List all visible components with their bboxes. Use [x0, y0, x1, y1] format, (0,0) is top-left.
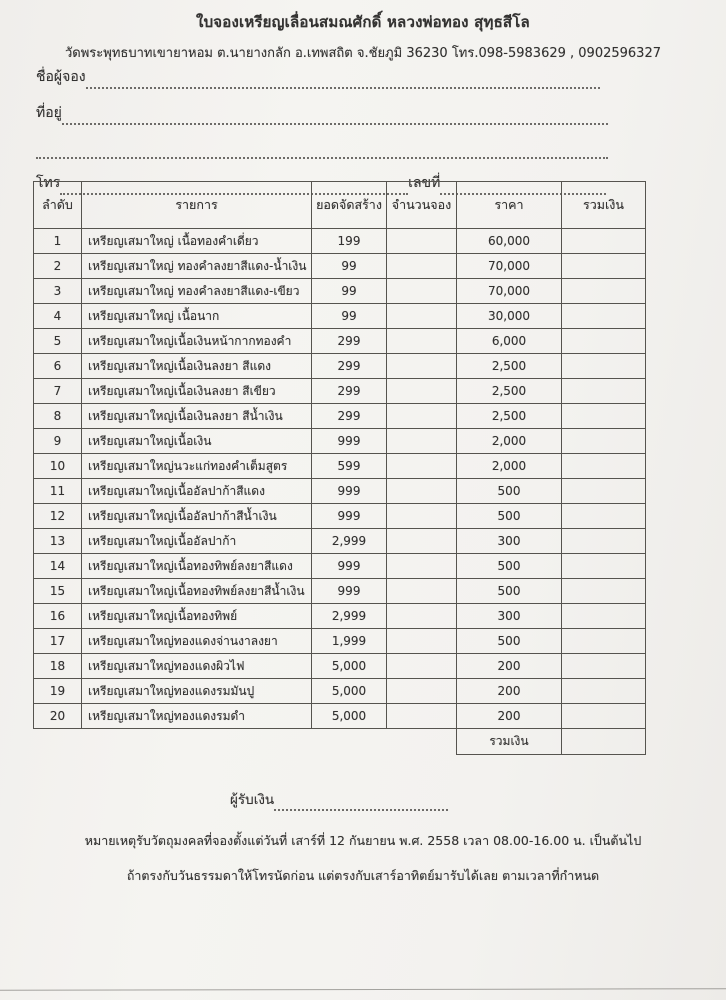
reserved-qty	[387, 704, 457, 729]
col-header-index: ลำดับ	[34, 182, 82, 229]
address-label: ที่อยู่	[36, 105, 62, 121]
made-count: 999	[312, 579, 387, 604]
row-total	[562, 529, 646, 554]
reserved-qty	[387, 554, 457, 579]
document-header	[0, 10, 726, 63]
price: 500	[457, 504, 562, 529]
made-count: 2,999	[312, 529, 387, 554]
table-row	[34, 704, 646, 729]
price: 6,000	[457, 329, 562, 354]
made-count: 5,000	[312, 654, 387, 679]
row-total	[562, 254, 646, 279]
item-name: เหรียญเสมาใหญ่ ทองคำลงยาสีแดง-เขียว	[82, 279, 312, 304]
scan-edge-artifact	[0, 988, 726, 991]
reserved-qty	[387, 354, 457, 379]
item-name: เหรียญเสมาใหญ่ทองแดงจ่านงาลงยา	[82, 629, 312, 654]
row-total	[562, 379, 646, 404]
col-header-made: ยอดจัดสร้าง	[312, 182, 387, 229]
col-header-total: รวมเงิน	[562, 182, 646, 229]
col-header-price: ราคา	[457, 182, 562, 229]
row-number: 1	[34, 229, 82, 254]
row-number: 20	[34, 704, 82, 729]
table-row	[34, 679, 646, 704]
receiver-blank-line	[274, 796, 448, 811]
row-number: 14	[34, 554, 82, 579]
row-number: 4	[34, 304, 82, 329]
row-number: 9	[34, 429, 82, 454]
item-name: เหรียญเสมาใหญ่เนื้ออัลปาก้า	[82, 529, 312, 554]
row-number: 18	[34, 654, 82, 679]
item-name: เหรียญเสมาใหญ่ทองแดงรมดำ	[82, 704, 312, 729]
table-row	[34, 279, 646, 304]
price: 500	[457, 629, 562, 654]
weekday-note: ถ้าตรงกับวันธรรมดาให้โทรนัดก่อน แต่ตรงกับเสาร์อาทิตย์มารับได้เลย ตามเวลาที่กำหนด	[126, 868, 600, 883]
reserved-qty	[387, 654, 457, 679]
reserved-qty	[387, 529, 457, 554]
item-name: เหรียญเสมาใหญ่เนื้อทองทิพย์ลงยาสีน้ำเงิน	[82, 579, 312, 604]
table-footer	[34, 729, 646, 755]
page-title: ใบจองเหรียญเลื่อนสมณศักดิ์ หลวงพ่อทอง สุทฺธสีโล	[196, 13, 530, 31]
row-total	[562, 429, 646, 454]
table-row	[34, 504, 646, 529]
made-count: 2,999	[312, 604, 387, 629]
row-total	[562, 229, 646, 254]
table-row	[34, 229, 646, 254]
field-address-continued	[36, 144, 608, 159]
row-total	[562, 554, 646, 579]
pickup-note: หมายเหตุรับวัตถุมงคลที่จองตั้งแต่วันที่ เสาร์ที่ 12 กันยายน พ.ศ. 2558 เวลา 08.00-16.00 น. เป็นต้นไป	[84, 833, 642, 848]
col-header-item: รายการ	[82, 182, 312, 229]
reservation-form-fields	[36, 66, 608, 195]
item-name: เหรียญเสมาใหญ่เนื้ออัลปาก้าสีน้ำเงิน	[82, 504, 312, 529]
price: 70,000	[457, 279, 562, 304]
reserved-qty	[387, 329, 457, 354]
table-row	[34, 404, 646, 429]
reserved-qty	[387, 504, 457, 529]
made-count: 99	[312, 279, 387, 304]
price: 500	[457, 554, 562, 579]
made-count: 999	[312, 429, 387, 454]
made-count: 299	[312, 329, 387, 354]
item-name: เหรียญเสมาใหญ่เนื้อทองทิพย์	[82, 604, 312, 629]
item-name: เหรียญเสมาใหญ่เนื้อเงิน	[82, 429, 312, 454]
row-total	[562, 629, 646, 654]
grand-total-spacer	[34, 729, 457, 755]
made-count: 999	[312, 554, 387, 579]
row-total	[562, 654, 646, 679]
table-row	[34, 454, 646, 479]
field-address	[36, 102, 608, 125]
made-count: 5,000	[312, 679, 387, 704]
reserved-qty	[387, 679, 457, 704]
grand-total-row	[34, 729, 646, 755]
item-name: เหรียญเสมาใหญ่เนื้อเงินหน้ากากทองคำ	[82, 329, 312, 354]
price: 2,000	[457, 429, 562, 454]
price: 300	[457, 604, 562, 629]
row-total	[562, 279, 646, 304]
row-total	[562, 479, 646, 504]
table-row	[34, 254, 646, 279]
table-row	[34, 629, 646, 654]
grand-total-value	[562, 729, 646, 755]
made-count: 599	[312, 454, 387, 479]
price: 300	[457, 529, 562, 554]
row-number: 17	[34, 629, 82, 654]
made-count: 199	[312, 229, 387, 254]
item-name: เหรียญเสมาใหญ่ทองแดงรมมันปู	[82, 679, 312, 704]
temple-address-line: วัดพระพุทธบาทเขายาหอม ต.นายางกลัก อ.เทพสถิต จ.ชัยภูมิ 36230 โทร.098-5983629 , 0902596327	[65, 46, 661, 61]
table-row	[34, 429, 646, 454]
reserved-qty	[387, 229, 457, 254]
row-total	[562, 354, 646, 379]
made-count: 299	[312, 379, 387, 404]
reserver-name-label: ชื่อผู้จอง	[36, 69, 86, 85]
reserved-qty	[387, 479, 457, 504]
price: 60,000	[457, 229, 562, 254]
price: 2,500	[457, 404, 562, 429]
row-number: 15	[34, 579, 82, 604]
reserved-qty	[387, 279, 457, 304]
price: 500	[457, 479, 562, 504]
row-total	[562, 704, 646, 729]
table-header-row	[34, 182, 646, 229]
table-row	[34, 604, 646, 629]
row-total	[562, 454, 646, 479]
item-name: เหรียญเสมาใหญ่เนื้อเงินลงยา สีเขียว	[82, 379, 312, 404]
reserved-qty	[387, 429, 457, 454]
table-body	[34, 229, 646, 729]
item-name: เหรียญเสมาใหญ่เนื้ออัลปาก้าสีแดง	[82, 479, 312, 504]
reserved-qty	[387, 304, 457, 329]
row-total	[562, 604, 646, 629]
item-name: เหรียญเสมาใหญ่ทองแดงผิวไฟ	[82, 654, 312, 679]
made-count: 999	[312, 504, 387, 529]
row-number: 3	[34, 279, 82, 304]
table-row	[34, 554, 646, 579]
item-name: เหรียญเสมาใหญ่เนื้อทองทิพย์ลงยาสีแดง	[82, 554, 312, 579]
receiver-label: ผู้รับเงิน	[230, 792, 275, 808]
price: 70,000	[457, 254, 562, 279]
row-number: 8	[34, 404, 82, 429]
row-number: 13	[34, 529, 82, 554]
item-name: เหรียญเสมาใหญ่เนื้อเงินลงยา สีน้ำเงิน	[82, 404, 312, 429]
address-blank-line-2	[36, 144, 608, 159]
reserved-qty	[387, 254, 457, 279]
order-items-table	[33, 181, 646, 755]
row-number: 5	[34, 329, 82, 354]
reserver-name-blank-line	[86, 74, 600, 89]
table-row	[34, 354, 646, 379]
price: 200	[457, 704, 562, 729]
table-row	[34, 329, 646, 354]
price: 500	[457, 579, 562, 604]
reserved-qty	[387, 579, 457, 604]
row-total	[562, 679, 646, 704]
row-total	[562, 579, 646, 604]
grand-total-label: รวมเงิน	[457, 729, 562, 755]
made-count: 299	[312, 354, 387, 379]
table-header	[34, 182, 646, 229]
table-row	[34, 304, 646, 329]
row-total	[562, 404, 646, 429]
row-number: 12	[34, 504, 82, 529]
row-number: 7	[34, 379, 82, 404]
address-blank-line	[62, 110, 608, 125]
reserved-qty	[387, 454, 457, 479]
row-number: 2	[34, 254, 82, 279]
item-name: เหรียญเสมาใหญ่ เนื้อนาก	[82, 304, 312, 329]
price: 200	[457, 654, 562, 679]
number-label: เลขที่	[408, 175, 441, 191]
table-row	[34, 529, 646, 554]
reserved-qty	[387, 379, 457, 404]
phone-label: โทร	[36, 175, 61, 191]
money-receiver-signature	[230, 788, 448, 811]
made-count: 99	[312, 254, 387, 279]
made-count: 999	[312, 479, 387, 504]
field-reserver-name	[36, 66, 600, 89]
price: 2,500	[457, 354, 562, 379]
row-number: 19	[34, 679, 82, 704]
row-number: 16	[34, 604, 82, 629]
table-row	[34, 379, 646, 404]
row-total	[562, 304, 646, 329]
row-total	[562, 329, 646, 354]
item-name: เหรียญเสมาใหญ่ เนื้อทองคำเดี่ยว	[82, 229, 312, 254]
made-count: 5,000	[312, 704, 387, 729]
made-count: 299	[312, 404, 387, 429]
reserved-qty	[387, 404, 457, 429]
reserved-qty	[387, 604, 457, 629]
reserved-qty	[387, 629, 457, 654]
price: 30,000	[457, 304, 562, 329]
item-name: เหรียญเสมาใหญ่เนื้อเงินลงยา สีแดง	[82, 354, 312, 379]
price: 2,500	[457, 379, 562, 404]
made-count: 99	[312, 304, 387, 329]
item-name: เหรียญเสมาใหญ่นวะแก่ทองคำเต็มสูตร	[82, 454, 312, 479]
row-total	[562, 504, 646, 529]
price: 200	[457, 679, 562, 704]
price: 2,000	[457, 454, 562, 479]
item-name: เหรียญเสมาใหญ่ ทองคำลงยาสีแดง-น้ำเงิน	[82, 254, 312, 279]
table-row	[34, 654, 646, 679]
row-number: 11	[34, 479, 82, 504]
col-header-qty: จำนวนจอง	[387, 182, 457, 229]
made-count: 1,999	[312, 629, 387, 654]
table-row	[34, 479, 646, 504]
table-row	[34, 579, 646, 604]
row-number: 10	[34, 454, 82, 479]
row-number: 6	[34, 354, 82, 379]
